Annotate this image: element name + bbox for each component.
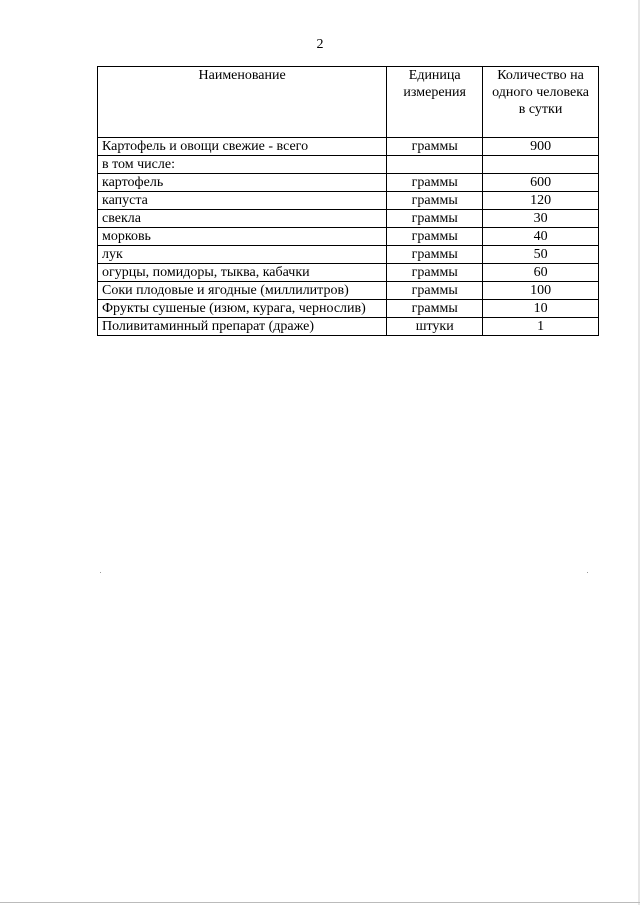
food-norms-table (97, 66, 599, 336)
table-row (98, 210, 599, 228)
table-row (98, 300, 599, 318)
cell-name: Картофель и овощи свежие - всего (98, 138, 387, 156)
table-header-row (98, 67, 599, 138)
cell-quantity: 40 (483, 228, 599, 246)
cell-unit (387, 156, 483, 174)
table-row (98, 228, 599, 246)
cell-unit: граммы (387, 192, 483, 210)
table-row (98, 264, 599, 282)
cell-quantity: 30 (483, 210, 599, 228)
table-row (98, 192, 599, 210)
cell-unit: граммы (387, 138, 483, 156)
cell-quantity: 60 (483, 264, 599, 282)
header-quantity: Количество на одного человека в сутки (483, 67, 599, 138)
scan-speck (587, 572, 588, 573)
cell-name: Поливитаминный препарат (драже) (98, 318, 387, 336)
cell-name: свекла (98, 210, 387, 228)
header-name: Наименование (98, 67, 387, 138)
page-number: 2 (316, 37, 324, 52)
cell-unit: граммы (387, 264, 483, 282)
table-row (98, 246, 599, 264)
cell-unit: граммы (387, 300, 483, 318)
cell-quantity: 10 (483, 300, 599, 318)
cell-name: капуста (98, 192, 387, 210)
cell-quantity: 900 (483, 138, 599, 156)
scan-bottom-edge (0, 902, 640, 903)
table-row (98, 174, 599, 192)
cell-name: морковь (98, 228, 387, 246)
table-row (98, 138, 599, 156)
cell-quantity: 600 (483, 174, 599, 192)
cell-name: Фрукты сушеные (изюм, курага, чернослив) (98, 300, 387, 318)
cell-unit: штуки (387, 318, 483, 336)
cell-name: картофель (98, 174, 387, 192)
cell-unit: граммы (387, 210, 483, 228)
cell-name: огурцы, помидоры, тыква, кабачки (98, 264, 387, 282)
cell-quantity: 120 (483, 192, 599, 210)
cell-quantity (483, 156, 599, 174)
cell-name: лук (98, 246, 387, 264)
cell-quantity: 50 (483, 246, 599, 264)
scan-speck (100, 572, 101, 573)
table-row (98, 282, 599, 300)
cell-unit: граммы (387, 228, 483, 246)
cell-name: в том числе: (98, 156, 387, 174)
cell-name: Соки плодовые и ягодные (миллилитров) (98, 282, 387, 300)
cell-quantity: 100 (483, 282, 599, 300)
table-row (98, 156, 599, 174)
cell-quantity: 1 (483, 318, 599, 336)
header-unit: Единица измерения (387, 67, 483, 138)
table-row (98, 318, 599, 336)
cell-unit: граммы (387, 246, 483, 264)
cell-unit: граммы (387, 174, 483, 192)
cell-unit: граммы (387, 282, 483, 300)
